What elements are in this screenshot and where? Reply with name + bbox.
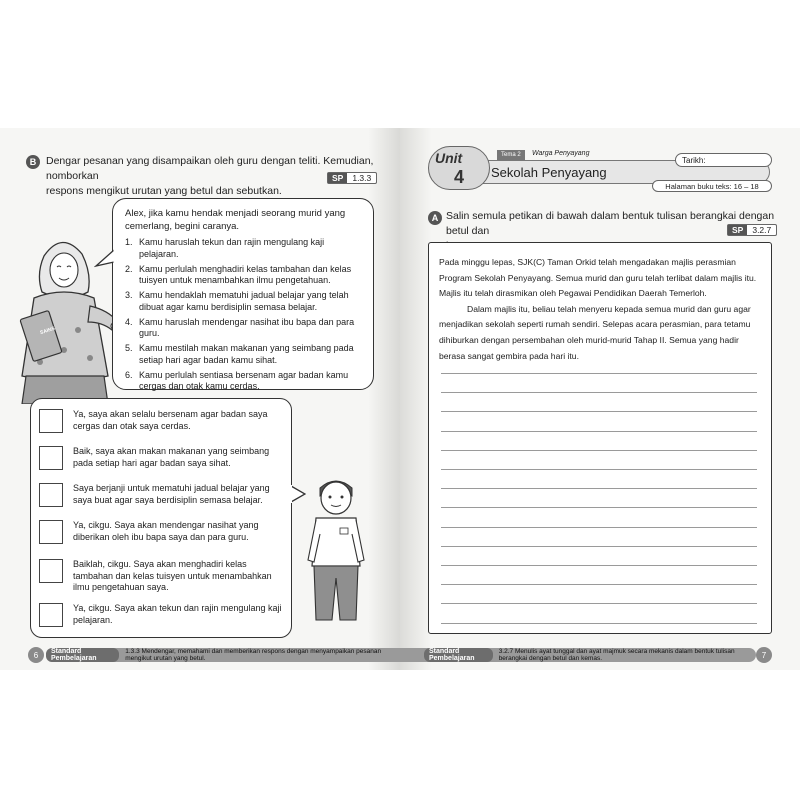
sp-code: 1.3.3 xyxy=(352,173,372,183)
answer-box[interactable] xyxy=(39,483,63,507)
footer-text: 1.3.3 Mendengar, memahami dan memberikan respons dengan menyampaikan pesanan mengikut urutan yang betul. xyxy=(125,648,382,662)
response-text: Ya, cikgu. Saya akan tekun dan rajin mengulang kaji pelajaran. xyxy=(73,603,282,625)
advice-item xyxy=(125,317,361,340)
advice-item xyxy=(125,343,361,366)
response-row xyxy=(39,603,287,627)
footer-standard-label: Standard Pembelajaran xyxy=(46,648,119,662)
sp-label: SP xyxy=(728,225,747,235)
response-text: Ya, saya akan selalu bersenam agar badan saya cergas dan otak saya cerdas. xyxy=(73,409,268,431)
advice-number: 2. xyxy=(125,263,133,274)
teacher-speech-bubble xyxy=(112,198,374,390)
writing-line[interactable] xyxy=(441,450,757,451)
response-row xyxy=(39,559,287,594)
footer-standard-label: Standard Pembelajaran xyxy=(424,648,493,662)
passage-text xyxy=(439,255,763,364)
left-sp-tag xyxy=(327,172,377,184)
panel-tail xyxy=(290,484,306,506)
left-instruction-line1: Dengar pesanan yang disampaikan oleh guru dengan teliti. Kemudian, nomborkan xyxy=(46,155,374,182)
footer-text: 3.2.7 Menulis ayat tunggal dan ayat majmuk secara mekanis dalam bentuk tulisan berangkai dengan betul dan kemas. xyxy=(498,648,735,662)
answer-box[interactable] xyxy=(39,559,63,583)
bubble-intro: Alex, jika kamu hendak menjadi seorang murid yang cemerlang, begini caranya. xyxy=(125,208,346,232)
unit-word: Unit xyxy=(435,150,463,166)
advice-item xyxy=(125,370,361,393)
unit-badge xyxy=(428,146,490,190)
page-number-left: 6 xyxy=(28,647,44,663)
response-text: Baik, saya akan makan makanan yang seimbang pada setiap hari agar badan saya sihat. xyxy=(73,446,270,468)
advice-number: 1. xyxy=(125,237,133,247)
passage-box xyxy=(428,242,772,634)
response-text: Baiklah, cikgu. Saya akan menghadiri kelas tambahan dan kelas tuisyen untuk menambahkan ilmu pengetahuan saya. xyxy=(73,559,272,592)
left-page xyxy=(0,128,400,670)
advice-text: Kamu hendaklah mematuhi jadual belajar yang telah dibuat agar kamu berdisiplin semasa belajar. xyxy=(139,290,349,312)
writing-line[interactable] xyxy=(441,584,757,585)
advice-number: 3. xyxy=(125,290,133,300)
advice-text: Kamu haruslah mendengar nasihat ibu bapa dan para guru. xyxy=(139,316,355,338)
answer-box[interactable] xyxy=(39,603,63,627)
writing-line[interactable] xyxy=(441,507,757,508)
answer-box[interactable] xyxy=(39,520,63,544)
response-row xyxy=(39,520,287,544)
sp-label: SP xyxy=(328,173,347,183)
writing-line[interactable] xyxy=(441,392,757,393)
writing-line[interactable] xyxy=(441,527,757,528)
right-sp-tag xyxy=(727,224,777,236)
advice-list xyxy=(125,237,361,393)
left-instruction-line2: respons mengikut urutan yang betul dan sebutkan. xyxy=(46,185,282,197)
writing-line[interactable] xyxy=(441,623,757,624)
advice-text: Kamu perlulah sentiasa bersenam agar badan kamu cergas dan otak kamu cerdas. xyxy=(139,369,349,391)
response-text: Ya, cikgu. Saya akan mendengar nasihat yang diberikan oleh ibu bapa saya dan para guru. xyxy=(73,520,259,542)
bubble-tail xyxy=(94,248,116,272)
advice-number: 4. xyxy=(125,316,133,327)
response-row xyxy=(39,446,287,470)
workbook-spread xyxy=(0,128,800,670)
writing-line[interactable] xyxy=(441,488,757,489)
teacher-book-label: SAINS xyxy=(39,325,56,337)
writing-line[interactable] xyxy=(441,373,757,374)
writing-line[interactable] xyxy=(441,411,757,412)
tema-label: Tema 2 xyxy=(497,150,525,160)
response-text: Saya berjanji untuk mematuhi jadual belajar yang saya buat agar saya berdisiplin semasa belajar. xyxy=(73,483,270,505)
response-panel xyxy=(30,398,292,638)
unit-title: Sekolah Penyayang xyxy=(491,165,607,180)
textbook-page-ref: Halaman buku teks: 16 – 18 xyxy=(652,180,772,192)
response-row xyxy=(39,483,287,507)
left-footer xyxy=(46,648,400,662)
answer-box[interactable] xyxy=(39,446,63,470)
passage-paragraph-2: Dalam majlis itu, beliau telah menyeru kepada semua murid dan guru agar menjadikan sekolah seperti rumah sendiri. Selepas acara perasmian, para tetamu dihiburkan dengan persembahan oleh murid-murid Tahap II. Semua yang hadir berasa sangat gembira pada hari itu. xyxy=(439,303,751,361)
right-instruction-line1: Salin semula petikan di bawah dalam bentuk tulisan berangkai dengan betul dan xyxy=(446,210,775,237)
right-page xyxy=(400,128,800,670)
advice-item xyxy=(125,290,361,313)
right-footer xyxy=(400,648,756,662)
writing-line[interactable] xyxy=(441,603,757,604)
writing-line[interactable] xyxy=(441,469,757,470)
advice-text: Kamu perlulah menghadiri kelas tambahan dan kelas tuisyen untuk menambahkan ilmu pengetahuan. xyxy=(139,263,352,285)
student-illustration xyxy=(306,474,366,624)
advice-number: 5. xyxy=(125,343,133,353)
writing-line[interactable] xyxy=(441,546,757,547)
section-badge-b: B xyxy=(26,155,40,169)
writing-line[interactable] xyxy=(441,565,757,566)
advice-text: Kamu mestilah makan makanan yang seimbang pada setiap hari agar badan kamu sihat. xyxy=(139,343,354,365)
advice-item xyxy=(125,264,361,287)
sp-code: 3.2.7 xyxy=(752,225,772,235)
section-badge-a: A xyxy=(428,211,442,225)
advice-text: Kamu haruslah tekun dan rajin mengulang kaji pelajaran. xyxy=(139,237,325,259)
advice-item xyxy=(125,237,361,260)
page-number-right: 7 xyxy=(756,647,772,663)
tema-name: Warga Penyayang xyxy=(532,150,590,157)
advice-number: 6. xyxy=(125,369,133,380)
unit-number: 4 xyxy=(454,167,465,187)
writing-line[interactable] xyxy=(441,431,757,432)
response-row xyxy=(39,409,287,433)
answer-box[interactable] xyxy=(39,409,63,433)
passage-paragraph-1: Pada minggu lepas, SJK(C) Taman Orkid telah mengadakan majlis perasmian Program Sekolah Penyayang. Semua murid dan guru telah terlibat dalam majlis itu. Majlis itu telah dirasmikan oleh Pegawai Pendidikan Daerah Temerloh. xyxy=(439,257,757,299)
date-field[interactable]: Tarikh: xyxy=(675,153,772,167)
